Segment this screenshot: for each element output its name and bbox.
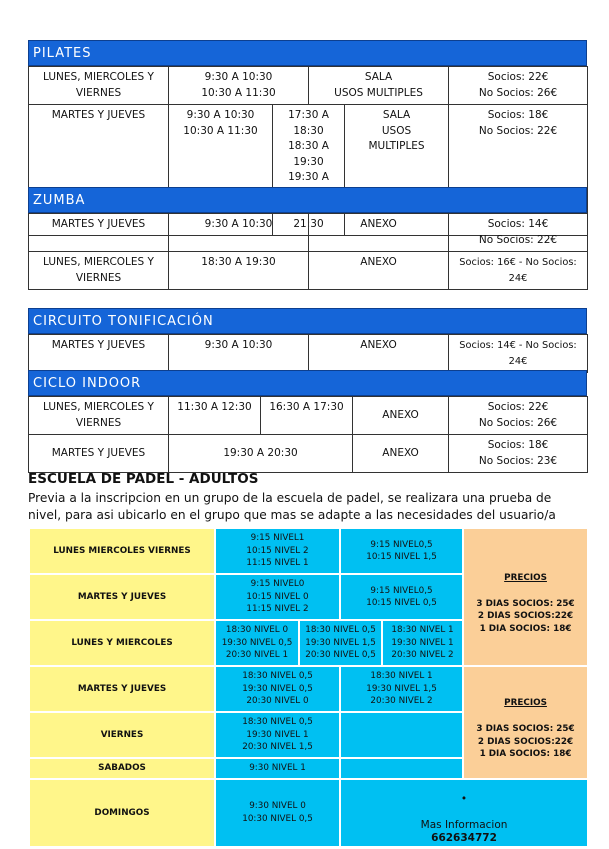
days-cell: MARTES Y JUEVES — [29, 214, 169, 252]
times-cell: 19:30 A 20:30 — [169, 435, 353, 473]
padel-slot-cell: 9:15 NIVEL1 10:15 NIVEL 2 11:15 NIVEL 1 — [215, 528, 340, 574]
times-cell: 9:30 A 10:30 — [169, 214, 309, 252]
ciclo-section — [28, 370, 587, 473]
padel-slot-cell: 18:30 NIVEL 1 19:30 NIVEL 1,5 20:30 NIVEL 2 — [340, 666, 463, 712]
padel-intro: Previa a la inscripcion en un grupo de la escuela de padel, se realizara una prueba de nivel, para asi ubicarlo en el grupo que mas se adapte a las necesidades del usuario/a — [28, 491, 556, 522]
table-row — [29, 335, 588, 373]
padel-slot-cell: 9:15 NIVEL0 10:15 NIVEL 0 11:15 NIVEL 2 — [215, 574, 340, 620]
days-cell: LUNES, MIERCOLES Y VIERNES — [29, 252, 169, 290]
padel-slot-empty — [340, 758, 463, 779]
padel-slot-cell: 9:15 NIVEL0,5 10:15 NIVEL 0,5 — [340, 574, 463, 620]
table-row — [29, 528, 588, 574]
room-cell: ANEXO — [309, 252, 449, 290]
padel-slot-cell: 18:30 NIVEL 0 19:30 NIVEL 0,5 20:30 NIVEL 1 — [215, 620, 299, 666]
zumba-table — [28, 213, 588, 290]
table-row — [29, 67, 588, 105]
room-cell: SALA USOS MULTIPLES — [309, 67, 449, 105]
price-cell: Socios: 14€ No Socios: 22€ — [449, 214, 588, 252]
ciclo-table — [28, 396, 588, 473]
days-cell: MARTES Y JUEVES — [29, 435, 169, 473]
padel-slot-empty — [340, 712, 463, 758]
prices-heading: PRECIOS — [504, 572, 547, 583]
padel-slot-cell: 18:30 NIVEL 1 19:30 NIVEL 1 20:30 NIVEL 2 — [382, 620, 463, 666]
days-cell: LUNES, MIERCOLES Y VIERNES — [29, 397, 169, 435]
bullet: • — [460, 792, 468, 805]
days-cell: MARTES Y JUEVES — [29, 105, 169, 236]
table-row — [29, 779, 588, 847]
padel-title: ESCUELA DE PADEL - ADULTOS — [28, 471, 259, 487]
price-cell: Socios: 22€ No Socios: 26€ — [449, 67, 588, 105]
days-cell: LUNES, MIERCOLES Y VIERNES — [29, 67, 169, 105]
price-cell: Socios: 16€ - No Socios: 24€ — [449, 252, 588, 290]
info-label: Mas Informacion — [420, 818, 508, 831]
padel-day-cell: MARTES Y JUEVES — [29, 666, 215, 712]
times-cell: 11:30 A 12:30 — [169, 397, 261, 435]
zumba-section — [28, 187, 587, 290]
circuito-header: CIRCUITO TONIFICACIÓN — [28, 308, 587, 334]
room-cell: SALA USOS MULTIPLES — [345, 105, 449, 236]
prices-body: 3 DIAS SOCIOS: 25€ 2 DIAS SOCIOS:22€ 1 DIA SOCIOS: 18€ — [476, 598, 575, 634]
padel-info-cell — [340, 779, 588, 847]
price-cell: Socios: 18€ No Socios: 22€ — [449, 105, 588, 236]
table-row — [29, 435, 588, 473]
zumba-header: ZUMBA — [28, 187, 587, 213]
room-cell: ANEXO — [309, 214, 449, 252]
circuito-table — [28, 334, 588, 373]
padel-prices-cell — [463, 528, 588, 666]
padel-prices-cell — [463, 666, 588, 779]
price-cell: Socios: 22€ No Socios: 26€ — [449, 397, 588, 435]
days-cell: MARTES Y JUEVES — [29, 335, 169, 373]
times-cell: 16:30 A 17:30 — [261, 397, 353, 435]
info-phone: 662634772 — [431, 832, 497, 844]
room-cell: ANEXO — [309, 335, 449, 373]
padel-slot-cell: 9:15 NIVEL0,5 10:15 NIVEL 1,5 — [340, 528, 463, 574]
prices-heading: PRECIOS — [504, 698, 547, 708]
padel-day-cell: LUNES MIERCOLES VIERNES — [29, 528, 215, 574]
times-cell: 9:30 A 10:30 10:30 A 11:30 — [169, 67, 309, 105]
table-row — [29, 666, 588, 712]
padel-day-cell: SABADOS — [29, 758, 215, 779]
padel-day-cell: DOMINGOS — [29, 779, 215, 847]
padel-slot-cell: 9:30 NIVEL 0 10:30 NIVEL 0,5 — [215, 779, 340, 847]
padel-schedule-table — [28, 527, 589, 848]
padel-day-cell: LUNES Y MIERCOLES — [29, 620, 215, 666]
padel-day-cell: VIERNES — [29, 712, 215, 758]
pilates-header: PILATES — [28, 40, 587, 66]
times-cell: 18:30 A 19:30 — [169, 252, 309, 290]
price-cell: Socios: 18€ No Socios: 23€ — [449, 435, 588, 473]
padel-slot-cell: 18:30 NIVEL 0,5 19:30 NIVEL 1 20:30 NIVEL 1,5 — [215, 712, 340, 758]
table-row — [29, 397, 588, 435]
price-cell: Socios: 14€ - No Socios: 24€ — [449, 335, 588, 373]
times-cell: 9:30 A 10:30 10:30 A 11:30 — [169, 105, 273, 236]
circuito-section — [28, 308, 587, 373]
room-cell: ANEXO — [353, 397, 449, 435]
padel-slot-cell: 9:30 NIVEL 1 — [215, 758, 340, 779]
table-row — [29, 252, 588, 290]
times-cell: 17:30 A 18:30 18:30 A 19:30 19:30 A 21:30 — [273, 105, 345, 236]
padel-slot-cell: 18:30 NIVEL 0,5 19:30 NIVEL 1,5 20:30 NIVEL 0,5 — [299, 620, 382, 666]
times-cell: 9:30 A 10:30 — [169, 335, 309, 373]
table-row — [29, 214, 588, 252]
ciclo-header: CICLO INDOOR — [28, 370, 587, 396]
padel-day-cell: MARTES Y JUEVES — [29, 574, 215, 620]
padel-slot-cell: 18:30 NIVEL 0,5 19:30 NIVEL 0,5 20:30 NIVEL 0 — [215, 666, 340, 712]
room-cell: ANEXO — [353, 435, 449, 473]
prices-body: 3 DIAS SOCIOS: 25€ 2 DIAS SOCIOS:22€ 1 DIA SOCIOS: 18€ — [476, 724, 575, 759]
